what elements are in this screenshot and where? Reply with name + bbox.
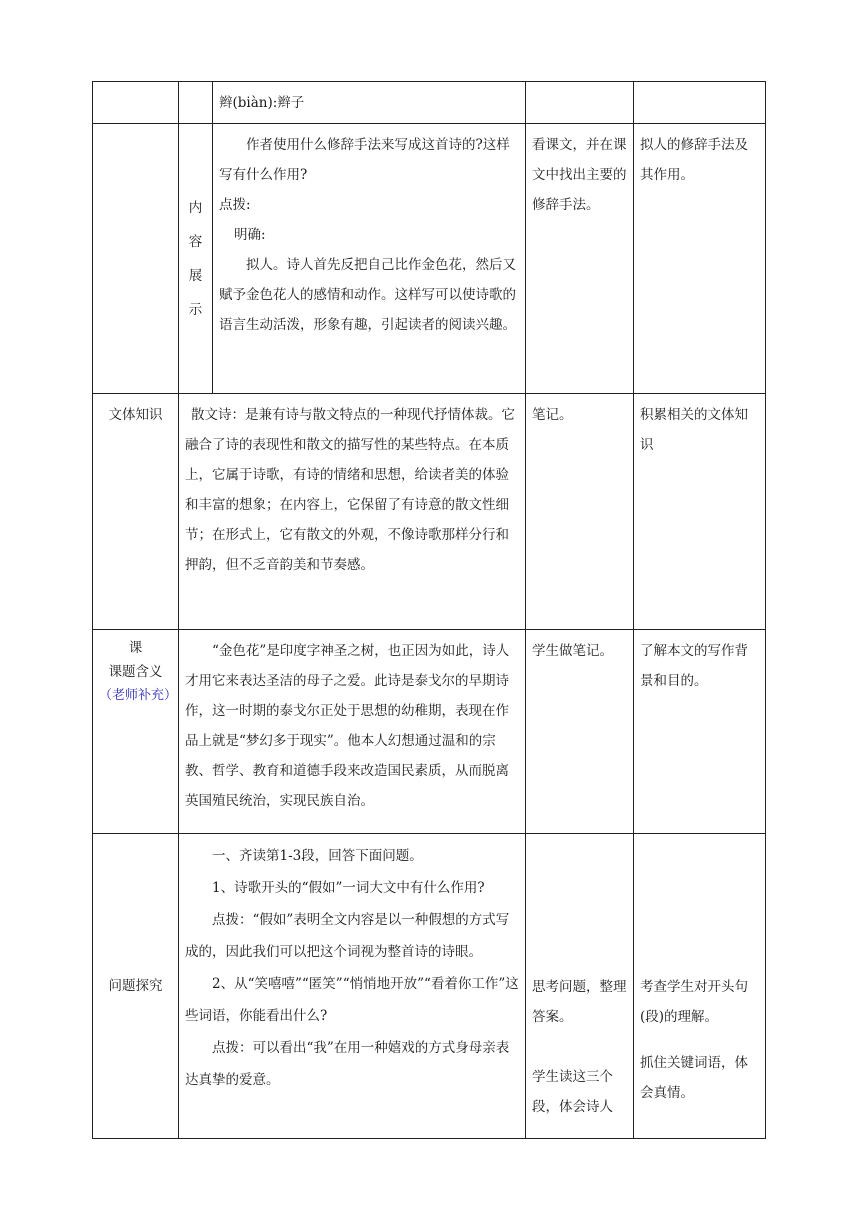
row-pinyin: [93, 82, 766, 124]
student-activity-cell: [526, 394, 634, 630]
title-intent: 了解本文的写作背景和目的。: [640, 643, 748, 689]
title-label-main: 课题含义: [108, 664, 163, 680]
row-content: [93, 124, 766, 394]
genre-intent: 积累相关的文体知识: [640, 407, 748, 453]
pinyin-cell: [213, 82, 526, 124]
inquiry-hint-1: 点拨：“假如”表明全文内容是以一种假想的方式写成的，因此我们可以把这个词视为整首诗的诗眼。: [185, 912, 510, 960]
inquiry-question-1: 1、诗歌开头的“假如”一词大文中有什么作用?: [212, 880, 485, 896]
inquiry-hint-2: 点拨：可以看出“我”在用一种嬉戏的方式身母亲表达真挚的爱意。: [185, 1040, 510, 1088]
lesson-plan-table: [92, 81, 766, 1139]
student-cell-empty: [526, 82, 634, 124]
title-label-cell: [93, 630, 179, 834]
sublabel-cell-empty: [179, 82, 213, 124]
inquiry-line-1: 一、齐读第1-3段，回答下面问题。: [212, 848, 423, 864]
content-hint-label: 点拨:: [219, 197, 251, 213]
genre-text: 散文诗：是兼有诗与散文特点的一种现代抒情体裁。它融合了诗的表现性和散文的描写性的某些特点。在本质上，它属于诗歌，有诗的情绪和思想，给读者美的体验和丰富的想象；在内容上，它保留了有诗意的散文性细节；在形式上，它有散文的外观，不像诗歌那样分行和押韵，但不乏音韵美和节奏感。: [185, 407, 515, 573]
content-clarify-label: 明确:: [234, 227, 266, 243]
genre-label-cell: [93, 394, 179, 630]
inquiry-student-activity-2: 学生读这三个段，体会诗人: [532, 1069, 613, 1115]
intent-cell: [634, 834, 766, 1139]
content-label-cell: [179, 124, 213, 394]
title-label-top: 课: [128, 640, 143, 656]
genre-label: 文体知识: [108, 407, 163, 423]
genre-student-activity: 笔记。: [532, 407, 573, 423]
intent-cell: [634, 124, 766, 394]
student-activity-cell: [526, 630, 634, 834]
label-cell-empty: [93, 124, 179, 394]
pinyin-text: 辫(biàn):辫子: [219, 95, 305, 111]
content-label-char: 展: [188, 267, 203, 284]
intent-cell: [634, 630, 766, 834]
label-cell-empty: [93, 82, 179, 124]
inquiry-student-activity-1: 思考问题，整理答案。: [532, 979, 627, 1025]
content-student-activity: 看课文，并在课文中找出主要的修辞手法。: [532, 137, 627, 213]
genre-text-cell: [179, 394, 526, 630]
content-answer: 拟人。诗人首先反把自己比作金色花，然后又赋予金色花人的感情和动作。这样写可以使诗歌的语言生动活泼，形象有趣，引起读者的阅读兴趣。: [219, 257, 516, 333]
title-text-cell: [179, 630, 526, 834]
row-title-meaning: [93, 630, 766, 834]
title-text: “金色花”是印度字神圣之树，也正因为如此，诗人才用它来表达圣洁的母子之爱。此诗是泰戈尔的早期诗作，这一时期的泰戈尔正处于思想的幼稚期，表现在作品上就是“梦幻多于现实”。他本人幻想通过温和的宗教、哲学、教育和道德手段来改造国民素质，从而脱离英国殖民统治，实现民族自治。: [185, 643, 510, 809]
inquiry-intent-2: 抓住关键词语，体会真情。: [640, 1055, 748, 1101]
content-label-char: 容: [188, 233, 203, 250]
inquiry-text-cell: [179, 834, 526, 1139]
student-activity-cell: [526, 124, 634, 394]
inquiry-question-2: 2、从“笑嘻嘻”“匿笑”“悄悄地开放”“看着你工作”这些词语，你能看出什么?: [185, 976, 519, 1024]
content-question: 作者使用什么修辞手法来写成这首诗的?这样写有什么作用?: [219, 137, 510, 183]
content-label-char: 内: [188, 199, 203, 216]
row-inquiry: [93, 834, 766, 1139]
title-student-activity: 学生做笔记。: [532, 643, 613, 659]
spacer: [532, 1032, 627, 1062]
spacer: [640, 1032, 759, 1048]
intent-cell-empty: [634, 82, 766, 124]
inquiry-label: 问题探究: [108, 978, 163, 994]
inquiry-intent-1: 考查学生对开头句(段)的理解。: [640, 979, 748, 1025]
student-activity-cell: [526, 834, 634, 1139]
content-label-char: 示: [188, 301, 203, 318]
content-intent: 拟人的修辞手法及其作用。: [640, 137, 748, 183]
title-label-note: （老师补充）: [99, 688, 178, 703]
intent-cell: [634, 394, 766, 630]
row-genre: [93, 394, 766, 630]
content-cell: [213, 124, 526, 394]
inquiry-label-cell: [93, 834, 179, 1139]
